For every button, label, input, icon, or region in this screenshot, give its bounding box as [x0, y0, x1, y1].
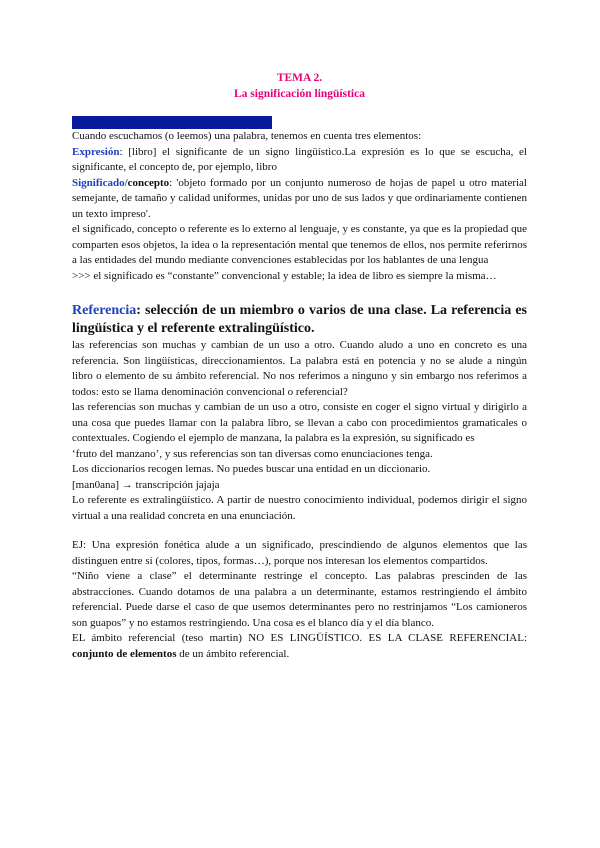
- referencia-paragraph-2: las referencias son muchas y cambian de un uso a otro, consiste en coger el signo virtual y dirigirlo a una cosa que puedes llamar con la palabra libro, se llevan a cabo con procedimientos gramaticales o contextuales. Cogiendo el ejemplo de manzana, la palabra es la expresión, su significado es: [72, 401, 527, 444]
- nino-paragraph: “Niño viene a clase” el determinante restringe el concepto. Las palabras prescinden de las abstracciones. Cuando dotamos de una palabra a un determinante, estamos restringiendo el ámbito referencial. Puede darse el caso de que usemos determinantes pero no restrinjamos “Los camioneros son guapos” y no estamos restringiendo. Una cosa es el blanco día y el día blanco.: [72, 570, 527, 629]
- concepto-label: concepto: [127, 176, 170, 189]
- ambito-text-a: EL ámbito referencial (teso martin) NO ES LINGÜÍSTICO. ES LA CLASE REFERENCIAL:: [72, 632, 527, 644]
- ambito-text-bold: conjunto de elementos: [72, 647, 177, 660]
- significado-paragraph: [72, 176, 527, 223]
- ambito-paragraph: [72, 631, 527, 662]
- section-heading: 1. El significado y la referencia: [72, 116, 272, 129]
- referencia-label: Referencia: [72, 303, 137, 318]
- doc-subtitle: La significación lingüística: [234, 88, 365, 100]
- intro-paragraph: Cuando escuchamos (o leemos) una palabra, tenemos en cuenta tres elementos:: [72, 130, 422, 142]
- significado-text: : 'objeto formado por un conjunto numeroso de hojas de papel u otro material semejante, de tamaño y calidad uniformes, unidas por uno de sus lados y que ordinariamente contienen un texto impreso'.: [72, 176, 527, 220]
- expresion-paragraph: [72, 145, 527, 176]
- significado-explanation: el significado, concepto o referente es lo externo al lenguaje, y es constante, ya que es la propiedad que comparten esos objetos, la idea o la representación mental que tenemos de ellos, nos permite referirnos a las entidades del mundo mediante convenciones establecidas por los hablantes de una lengua: [72, 223, 527, 266]
- expresion-text: : [libro] el significante de un signo lingüístico.La expresión es lo que se escucha, el significante, el concepto de, por ejemplo, libro: [72, 145, 527, 173]
- constante-paragraph: >>> el significado es “constante” convencional y estable; la idea de libro es siempre la misma…: [72, 269, 497, 282]
- referencia-paragraph-1: las referencias son muchas y cambian de un uso a otro. Cuando aludo a uno en concreto es una referencia. Son lingüísticas, direccionamientos. La palabra está en potencia y no se alude a ningún libro o elemento de su ámbito referencial. No nos referimos a ninguno y sin embargo nos referimos a todos: esto se llama denominación convencional o referencial?: [72, 339, 527, 398]
- title-block: [72, 70, 527, 102]
- expresion-label: Expresión: [72, 145, 120, 158]
- ambito-text-c: de un ámbito referencial.: [176, 647, 290, 660]
- fruto-paragraph: ‘fruto del manzano’, y sus referencias son tan diversas como enunciaciones tenga.: [72, 447, 433, 460]
- doc-title: TEMA 2.: [276, 72, 323, 84]
- referencia-paragraph: [72, 302, 527, 338]
- transcripcion-paragraph: [man0ana] → transcripción jajaja: [72, 478, 220, 491]
- referente-paragraph: Lo referente es extralingüístico. A partir de nuestro conocimiento individual, podemos dirigir el signo virtual a una realidad concreta en una enunciación.: [72, 494, 527, 522]
- ejemplo-paragraph: EJ: Una expresión fonética alude a un significado, prescindiendo de algunos elementos que las distinguen entre sí (colores, tipos, formas…), porque nos interesan los elementos compartidos.: [72, 539, 527, 567]
- document-page: [72, 70, 527, 662]
- significado-label: Significado/: [72, 176, 128, 189]
- diccionarios-paragraph: Los diccionarios recogen lemas. No puedes buscar una entidad en un diccionario.: [72, 463, 431, 475]
- referencia-text: : selección de un miembro o varios de una clase. La referencia es lingüística y el referente extralingüístico.: [72, 303, 527, 336]
